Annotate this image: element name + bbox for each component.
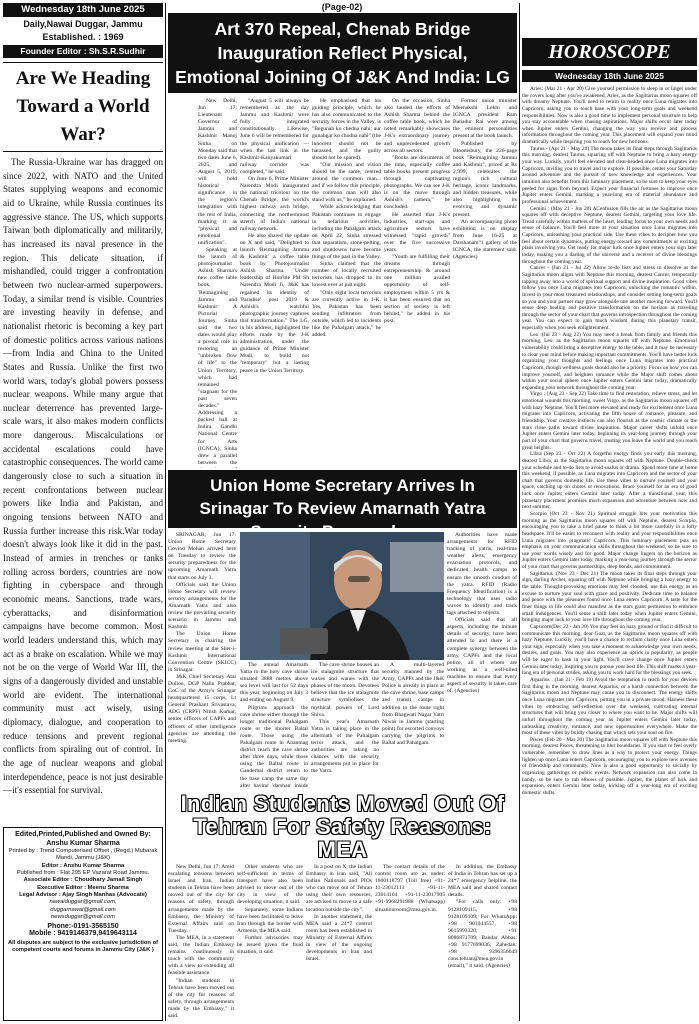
credits-mobile: Mobile : 9419146379,9419643114 [29, 930, 137, 938]
horoscope-capricorn: Capricorn(Dec 22 - Jan 20) You may feel on hazy ground or find it difficult to communicate this morning, dear Goat, as the Sagittarius moon squares off with hazy Neptune. Luckily, you'll have a chance to reclaim clarity once Luna enters your sign, especially when you take a moment to acknowledge your own needs, desires, and goals. You may also experience an uptick in popularity, as people will be eager to bask in your light. You'll crave change once Jupiter enters Gemini later today, inspiring you to pursue your best life. This shift marks a year-long era of personal strides, asking you to work hard for the blessings you seek. [522, 623, 697, 677]
home-paragraph: The annual Amarnath Yatra to the holy cave shrine situated 3888 metres above sea level will last for 52 days this year, beginning on July 3 and ending on August 9. [240, 662, 308, 704]
horoscope-aquarius: Aquarius : (Jan 21 - Feb 19) Avoid the temptation to reach for your devices first thing in the morning, dearest Aquarius, or a harsh connection between the Sagittarius moon and Neptune may cause you to disconnect. The energy shifts once Luna migrates into Capricorn, putting you in a private mood. Harness these vibes by embracing self-reflection over the weekend, cultivating internal structures that will bring you closer to where you want to be. Major shifts will unfurl throughout the coming year as Jupiter enters Gemini later today, unleashing creativity, romance, and new opportunities everywhere. Make the most of these vibes by boldly chasing that which sets your soul on fire. [522, 677, 697, 737]
paper-name: Daily,Nawai Duggar, Jammu [23, 19, 143, 29]
lg-paragraph: An accompanying photo exhibition is on display from June 16-25 at Darshanam"1 gallery of the IGNCA, the statement said.(Agencies) [453, 218, 517, 261]
lg-paragraph: He asserted that J-K's industries, start-ups and agriculture sectors have witnessed "rapid growth" over the five successive years. [384, 211, 450, 253]
credits-published: Published from : Flat 295 EP Vazarat Road Jammu. [16, 870, 150, 877]
home-paragraph: Officials said that all aspects, including the minute details of security, have been attended to and there is a complete synergy between the army, CAPFs and the local police, all of whom are working as a well-oiled machine to ensure that every aspect of security is taken care of. (Agencies) [447, 617, 517, 695]
date-bar: Wednesday 18th June 2025 [3, 3, 163, 17]
students-paragraph: Separately, some Indians have been facilitated to leave Iran through the border with Armenia, the MEA said. [237, 906, 303, 934]
home-column-2 [240, 662, 308, 787]
horoscope-date: Wednesday 18th June 2025 [522, 70, 697, 82]
lg-paragraph: Published by Bloomsbury, the 226-page book "Reimagining Jammu and Kashmir", priced at Rs 2,999, celebrates the region's rich cultural heritage, iconic landmarks, and hidden treasures, while also highlighting its evolving and dynamic present. [453, 140, 517, 218]
students-column-3 [306, 864, 372, 1022]
credits-printed: Printed by : Trend Computerised Offset , (Regd.) Mubarak Mandi, Jammu (J&K) [8, 848, 158, 862]
home-paragraph: The Union Home Secretary is chairing the review meeting at the Sher-i-Kashmir International Convention Centre (SKICC) in Srinagar. [168, 631, 236, 673]
established: Established. : 1969 [42, 32, 124, 42]
students-paragraph: Other students who are self-sufficient in terms of transport have also been advised to move out of the city in view of the developing situation, it said. [237, 864, 303, 906]
credits-phone: Phone:-0191-3565150 [47, 923, 119, 931]
horoscope-libra: Libra (Sep 23 - Oct 22) A forgetful energy finds you early this morning, dearest Libra, as the Sagittarius moon squares off with Neptune. Double-check your schedule and to-do lists to avoid snafus or drama. Spend more time at home this weekend, if possible, as Luna migrates into Capricorn and the sector of your chart that governs domestic life. Use these vibes to nurture yourself and your space, catching up on chores or renovations. Brace yourself for an era of good luck once Jupiter enters Gemini later today. After a transitional year, this planetary placement promises much expansion and adventure between now and next summer. [522, 451, 697, 511]
horoscope-gemini: Gemini : (May 21 - Jun 20) ACenfusion fills the air as the Sagittarius moon squares off with deceptive Neptune, dearest Gemini, targeting your love life. Tread carefully within matters of the heart, lending focus to your own needs and sense of balance. You'll feel more at your situation once Luna migrates into Capricorn, unleashing your practical side. Use these vibes to decipher how you feel about certain dynamics, putting energy toward any commitments or exciting plans involving you. Get ready for major luck once Jupiter enters your sign later today, making you a darling of the universe and a receiver of divine blessings throughout the coming year. [522, 205, 697, 265]
students-paragraph: In addition, the Embassy of India in Tehran has set up a 24*7 emergency helpline, the MEA said and shared contact details. [448, 864, 517, 899]
students-column-4 [375, 864, 445, 1022]
credits-title: Edited,Printed,Published and Owned By: Anshu Kumar Sharma [15, 831, 151, 847]
students-paragraph: New Delhi, Jun 17: Amid escalating tensions between Israel and Iran, Indian students in Tehran have been moved out of the city for reasons of safety, through arrangements made by the Embassy, the Ministry of External Affairs said on Tuesday. [168, 864, 234, 934]
home-column-4 [382, 662, 444, 787]
home-column-5 [447, 532, 517, 787]
lg-paragraph: Speaking at the launch of photojournalist Ashish Sharma's new coffee table book, 'Reimagining Jammu and Kashmir: A Pictorial Journey, Sinha said the two dates would play a pivotal role in restoring an "unbroken flow of life" to the Union Territory, which had remained "stagnant for the past seven decades." Addressing a packed hall at Indira Gandhi National Centre for Arts (IGNCA), Sinha drew a parallel between the [198, 246, 237, 466]
column-divider [519, 3, 520, 1021]
lg-paragraph: On June 6, Prime Minister Narendra Modi inaugurated the national tricolour on the Chenab Bridge, the world's highest railway arch bridge, connecting the northernmost stretch of India's national railway network. [240, 176, 309, 232]
credits-editor: Editor : Anshu Kumar Sharma [41, 862, 125, 869]
home-paragraph: Pilgrims approach the cave shrine either through the longer traditional Pahalgam route or the shorter Baltal route. Those using the Pahalgam route in Anantnag district reach the cave shrine after three days, while those using the Baltal route in Ganderbal district return to the base camp the same day after having 'darshan' inside [240, 704, 308, 787]
home-column-3 [311, 662, 379, 787]
home-paragraph: J&K Chief Secretary Atal Dulloo, DGP Nalin Prabhat, GoC of the Army's Srinagar headquartered 15 corps, Lt General Prashant Srivastava, ADG (CRPF) Nitish Kumar, senior officers of CAPFs and officers of other intelligence agencies are attending the meeting. [168, 673, 236, 744]
lg-column-1 [168, 98, 237, 468]
email-link[interactable]: newsduggar@gmail.com [51, 913, 115, 920]
credits-legal: Legal Advisor : Ajay Singh Manhas (Advocate) [19, 891, 147, 898]
lg-paragraph: He also shared the update on X and said, "Delighted to launch 'Reimagining Jammu & Kashmir' a coffee table book by Photojournalist Ashish Sharma. Under leadership of Hon'ble PM Sh Narendra Modi Ji, J&K has regained its identity of 'Paradise' post 2019 & Ashish's watchful photographic journey captures that transformation." The LG, in his address, highlighted the efforts made by the J-K administration, under the guidance of Prime Minister Modi, to build not "temporary" but a lasting peace in the Union Territory. [240, 232, 309, 374]
lg-paragraph: "Our mission and vision should be the same, centred around the common man... and if we follow this principle, the common man will also stand with us," he explained. [312, 161, 381, 204]
main-headline: Art 370 Repeal, Chenab Bridge Inauguration Reflect Physical, Emotional Joining Of J&K And India: LG [168, 13, 517, 93]
credits-associate: Associate Editor : Choudhary Jamail Singh [23, 877, 143, 884]
horoscope-taurus: Taurus - (Apr 21 - May 20) The moon takes its final steps through Sagittarius this morning, dearest Taurus, squaring off with Neptune to bring a hazy energy your way. Luckily, you'll feel elevated and clear-headed once Luna migrates into Capricorn, inviting you to travel and to explore. If possible, center your Saturday around adventure and the pursuit of new knowledge and experiences. Your intuition also benefits from this luminary placement, so be sure to keep your eyes peeled for signs from beyond. Expect your financial fortunes to improve once Jupiter enters Gemini, marking a year-long era of material abundance and professional achievement. [522, 145, 697, 205]
students-paragraph: "For calls only: +98 9128109115, +98 9128109109; For WhatsApp: +98 901044557, +98 9015993320, +91 8086871709; Bandar Abbas: +98 9177699036; Zahedan: +98 9396356649 cons.tehran@mea.gov.in (email)," it said. (Agencies) [448, 899, 517, 970]
horoscope-pisces: Pisces (Feb 20 - Mar 20) The Sagittarius moon squares off with Neptune this morning, dearest Pisces, threatening to blur boundaries. If you start to feel overly vulnerable, remember to draw lines as a way to protect your energy. Things lighten up once Luna enters Capricorn, encouraging you to explore new avenues of friendship and community. Now is also a good opportunity to socially by organizing gatherings or public events. Network expansion can also come in handy, so be sure to rub elbows of possible. Jupiter, the planet of luck and expansion, enters Gemini later today, kicking off a year-long era of exciting domestic shifts. [522, 736, 697, 796]
students-headline: Indian Students Moved Out Of Tehran For Safety Reasons: MEA [180, 791, 505, 862]
lg-paragraph: Former union minister Meenakshi Lekhi and IGNCA president Ram Bahadur Rai were among the eminent personalities present at the book launch. [453, 98, 517, 140]
horoscope-aries: Aries: (Mar 21 - Apr 20) Give yourself permission to sleep in or linger under the covers long after you've awakened, Aries, as the Sagittarius moon squares off with dreamy Neptune. You'll need to return to reality once Luna migrates into Capricorn, asking you to touch base with your long-term goals and weekend responsibilities. Now is also a good time to implement personal structure to help you stay accountable when chasing aspirations. Major shifts occur later today when Jupiter enters Gemini, changing the way you receive and process information throughout the coming year. This placement will expand your mind dramatically while inspiring you to reach for new horizons. [522, 86, 697, 146]
lg-paragraph: "August 5 will always be remembered as the day Jammu and Kashmir were fully integrated constitutionally. Likewise, June 6 will be remembered for the physical unification — when the last link in the Kashmir-Kanyakumari railway corridor was completed," he said. [240, 98, 309, 175]
students-paragraph: In a post on X, the Indian Embassy in Iran said, "All Indian Nationals and PIOs who can move out of Tehran using their own resources, are advised to move to a safe location outside the city". [306, 864, 372, 913]
lg-paragraph: "Books are documents of the time, especially coffee table books present progress through captivating photographs. We can see J-K is on the move through Ashish's camera," he concluded. [384, 154, 450, 211]
students-column-2 [237, 864, 303, 1022]
home-secretary-headline: Union Home Secretary Arrives In Srinagar To Review Amarnath Yatra [168, 470, 517, 528]
email-link[interactable]: duggarnawai@gmail.com [50, 906, 116, 913]
credits-box [3, 827, 163, 1021]
editorial-paragraph: The Russia-Ukraine war has dragged on since 2022, with NATO and the United States supplying weapons and economic aid to Ukraine, while Russia continues its aggressive stance. The US, which supports Taiwan both diplomatically and militarily, has increased its naval presence in the region. This delicate situation, if mishandled, could trigger a confrontation between two nuclear-armed superpowers. Today, a similar trend is visible. Countries are investing heavily in defense, and nationalist rhetoric is becoming a key part of domestic politics across various nations—from India and China to the United States and Russia. Unlike the first two world wars, today's global powers possess nuclear weapons. While many argue that nuclear deterrence has prevented large-scale wars, it also makes modern conflicts more dangerous. Miscalculations or accidental escalations could have catastrophic consequences. The world came dangerously close to such a situation in recent confrontations between nuclear powers like India and Pakistan, and ongoing tensions between NATO and Russia further increase this risk.War today doesn't always look like it did in the past. Instead of armies in trenches or tanks rolling across borders, countries are now fighting in cyberspace and through economic means. Sanctions, trade wars, cyberattacks, and disinformation campaigns have become common. Most world leaders understand this, which may act as a brake on escalation. While we may not be on the verge of World War III, the signs of a dangerously divided and unstable world are evident. The international community must act wisely, using diplomacy, dialogue, and cooperation to reduce tensions and prevent regional conflicts from spiraling out of control. In the age of nuclear weapons and global interdependence, peace is not just desirable—it's essential for survival. [3, 157, 163, 796]
photo-govind-mohan [240, 532, 444, 660]
students-paragraph: The MEA, in a statement said, the Indian Embassy remains continuously in touch with the community with a view to extending all feasible assistance. [168, 934, 234, 977]
credits-exec: Executive Editor : Meenu Sharma [37, 884, 129, 891]
home-paragraph: SRINAGAR, Jun 17: Union Home Secretary Govind Mohan arrived here on Tuesday to review the security preparedness for the upcoming Amarnath Yatra that starts on July 3. [168, 532, 236, 581]
home-paragraph: This year's Amarnath Yatra is taking place in the aftermath of the Pahalgam terror attack, and the authorities are taking no chances with the security arrangements put in place for the Yatra. [311, 718, 379, 775]
students-paragraph: Further advisories may be issued given the fluid situation, it said. [237, 934, 303, 956]
home-paragraph: Officials said the Union Home Secretary will review security arrangements for the Amarnath Yatra and also review the prevailing security scenario in Jammu and Kashmir. [168, 581, 236, 631]
lg-paragraph: On the occasion, Sinha also lauded the efforts of Ashish Sharma behind the coffee table book, which he noted remarkably showcases J-K's extraordinary journey and unprecedented growth across all sectors. [384, 98, 450, 154]
home-paragraph: The cave shrine houses an ice stalagmite structure that waxes and wanes with the phases of the moon. Devotees believe that the ice stalagmite structure symbolises the mythical powers of Lord Shiva. [311, 662, 379, 718]
lg-column-3 [312, 98, 381, 468]
portrait-illustration [240, 532, 444, 660]
lg-paragraph: While acknowledging that Pakistan continues to engage in nefarious activities, including the Pahalgam attack on April 22, Sinha stressed that separatism, stone-pelting, and shutdowns have become things of the past in the Valley. [312, 204, 381, 261]
students-paragraph: In another statement, the MEA said a 24*7 control room has been established in Ministry of External Affairs in view of the ongoing developments in Iran and Israel. [306, 913, 372, 963]
email-link[interactable]: nawaiduggar@gmail.com, [49, 899, 117, 906]
column-divider [165, 3, 166, 1021]
home-paragraph: A multi-layered security manned by the Army, CAPFs and the J&K Police is already in place at the cave shrine, base camps and transit camps in addition to the route right from Bhagwati Nagar Yatri Niwas in Jammu (starting point) for escorted convoys carrying the pilgrims to Baltal and Pahalgam. [382, 662, 444, 747]
lg-paragraph: "Youth are fulfilling their dreams through entrepreneurship & around one million availed opportunity of self-employment within 5 yrs & it has been ensured that no section of society is left behind," he added in his post. [384, 254, 450, 324]
founder-bar: Founder Editor : Sh.S.R.Sudhir [3, 45, 163, 58]
students-column-5 [448, 864, 517, 1022]
horoscope-body [522, 86, 697, 1021]
editorial-body [3, 156, 163, 822]
students-paragraph: The contact details of the control room are as under: 1800118797 (Toll free) +91-11-23012113 +91-11-23014104 +91-11-23017905 +91-9968291988 (Whatsapp) situationroom@mea.gov.in. [375, 864, 445, 913]
horoscope-cancer: Cancer - (Jun 21 - Jul 22) Allow to-do lists and stress to dissolve as the Sagittarius moon aligns with Neptune this morning, dearest Cancer, temporarily tapping away into a world of spiritual support and divine inspiration. Good vibes follow you once Luna migrates into Capricorn, unlocking the romantic within. Invest in your most treasured relationships, and consider setting long-term goals so you and your partner may grow alongside one another moving forward. You'll sense deep healing and positive transformation on the horizon as traveling through the sector of your chart that governs introspection throughout the coming year. You can expect to gain much wisdom during this planetary transit, especially when you seek enlightenment. [522, 265, 697, 332]
home-column-1 [168, 532, 236, 787]
horoscope-title: HOROSCOPE [522, 38, 697, 66]
lg-paragraph: He emphasised that his guiding principle, which he has also communicated to the security forces in the Valley, is "Begunah ko chedna nahi; aur gunahgar ko chodna nahi" (the innocent should not be harassed, and the guilty should not be spared). [312, 98, 381, 161]
lg-paragraph: Sinha claimed that the number of locally recruited terrorists has dropped to its lowest ever at just eight. [312, 261, 381, 289]
horoscope-scorpio: Scorpio (Oct 23 - Nov 21) Spiritual struggle hits your motivation this morning as the Sagittarius moon squares off with Neptune, dearest Scorpio, encouraging you to take a brief pause to think a bit more carefully in a lofty headspace. It'll be easier to reconnect with reality and your responsibilities once Luna migrates into pragmatic Capricorn. This luminary placement puts an emphasis on your communication skills throughout the weekend, so be sure to use your words wisely and for good. Major change lingers on the horizon as Jupiter enters Gemini later today, marking a year-long journey through the sector of your chart that governs partnerships, deep bonds, and commitment. [522, 511, 697, 571]
page-number: (Page-02) [321, 2, 363, 12]
students-column-1 [168, 864, 234, 1022]
lg-paragraph: "Only eight local terrorists are currently active in J-K. Yes, Pakistan has been sending infiltrators from outside, which led to incidents like the Pahalgam attack," he added. [312, 289, 381, 339]
lg-column-4 [384, 98, 450, 468]
horoscope-virgo: Virgo : (Aug 23 - Sep 22) Take time to find restoration, relieve stress, and let emotional wounds this morning, sweet Virgo, as the Sagittarius moon squares off with hazy Neptune. You'll feel more elevated and ready for excitement once Luna migrates into Capricorn, activating the fifth house of romance, pleasure, and friendship. Your creative instincts can also flourish as the cosmic climate or the stars close paths toward divine inspiration. Major career shifts unfold once Jupiter enters Gemini later today, beginning its year-long journey through your part of your chart that governs travel, trusting you leave the world and you reach great heights. [522, 391, 697, 451]
horoscope-leo: Leo :(Jul 23 - Aug 22) You may need a break from family and friends this morning, Leo, as the Sagittarius moon squares off with Neptune. Emotional vulnerability could bring a deceptive energy to the table, and it may be necessary to clear your mind before making important commitments. You'll have better luck organizing your thoughts and feelings once Luna migrates into practical Capricorn, though wellness goals should also be a priority. Focus on how you can improve yourself, and heighten romance while the Major shift comes about within your social sphere once Jupiter enters Gemini later today, dramatically expanding your network throughout the coming year. [522, 331, 697, 391]
lg-column-5 [453, 98, 517, 468]
horoscope-sagittarius: Sagittarius :(Nov 23 - Dec 21) The moon takes its final steps through your sign, darling Archer, squaring off with Neptune while bringing a hazy energy to the table. Thought-provoking emotions may feel clouded, use this energy as an excuse to nurture your soul with grace and positivity. Dedicate time to balance and peace with the pleasures found once Luna enters Capricorn. A taste for the finer things in life could also manifest as the stars grant permission to embrace small indulgences. You'll sense a shift later today when Jupiter enters Gemini, bringing major luck to your love life throughout the coming year. [522, 570, 697, 624]
lg-paragraph: New Delhi, Jun 17: Lieutenant Governor of Jammu and Kashmir Manoj Sinha on Monday said that two dates June 6, 2025, and August 5, 2019, will hold historical significance in the region's integration with the rest of India, marking it as "physical and emotional unification". [198, 98, 237, 246]
lg-column-2 [240, 98, 309, 468]
credits-jurisdiction: All disputes are subject to the exclusive jurisdiction of competent courts and forums in Jammu City (J&K ) [7, 939, 159, 954]
home-paragraph: Authorities have made arrangements for RFID tracking of yatris, real-time weather alerts, emergency evacuation protocols, and dedicated health camps to ensure the smooth conduct of the yatra. RFID (Radio Frequency Identification) is a technology that uses radio waves to identify and track tags attached to objects. [447, 532, 517, 617]
students-paragraph: "Indian students in Tehran have been moved out of the city for reasons of safety, through arrangements made by the Embassy," it said. [168, 977, 234, 1019]
editorial-headline: Are We Heading Toward a World War? [3, 62, 163, 152]
